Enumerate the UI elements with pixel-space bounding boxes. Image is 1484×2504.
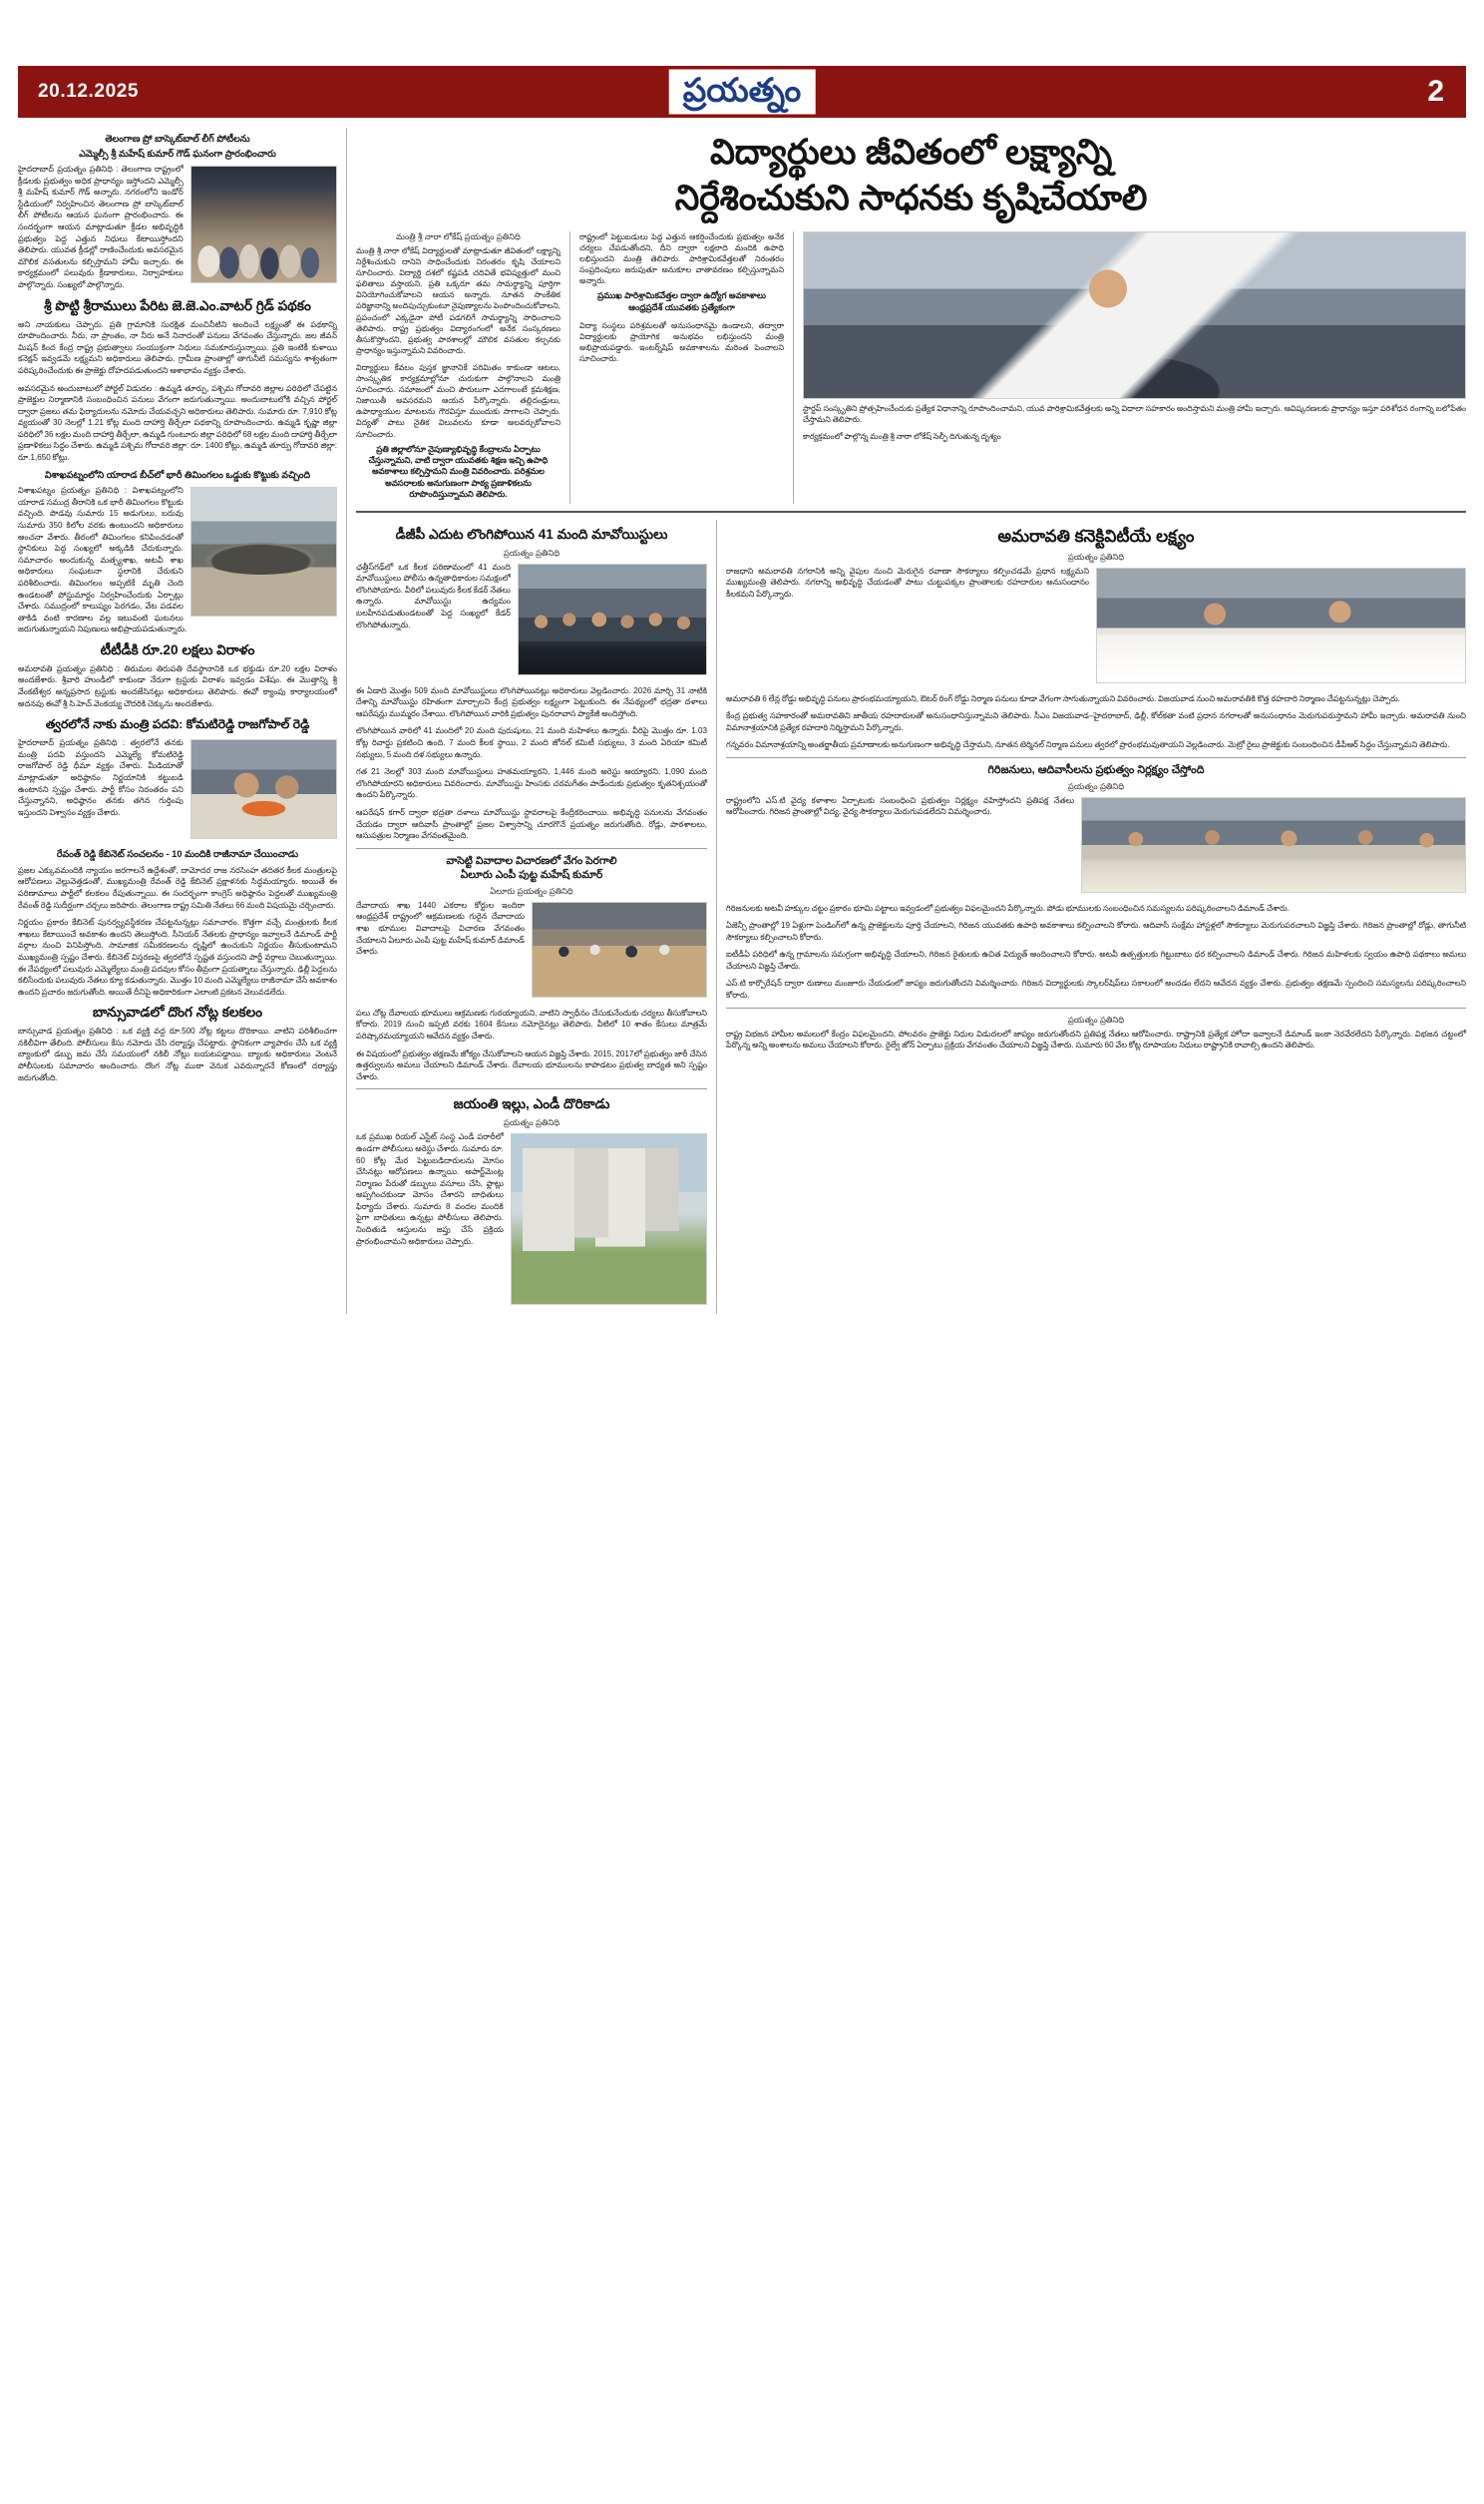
story-basketball-league: [18, 133, 337, 291]
story-md-arrest: [356, 1095, 707, 1309]
story-minister-post: [18, 715, 337, 843]
headline: త్వరలోనే నాకు మంత్రి పదవి: కోమటిరెడ్డి రాజగోపాల్ రెడ్డి: [45, 717, 310, 732]
top-region: [18, 128, 1466, 1314]
story-bifurcation-promises: [726, 1015, 1466, 1051]
story-fake-notes: [18, 1004, 337, 1083]
page-number: 2: [1427, 75, 1444, 108]
story-cabinet-reshuffle: [18, 848, 337, 998]
photo-apartment-towers: [511, 1133, 707, 1305]
dateline: ప్రయత్నం ప్రతినిధి: [503, 1117, 560, 1128]
story-body: ఒక ప్రముఖ రియల్ ఎస్టేట్ సంస్థ ఎండీ పరారీలో ఉండగా పోలీసులు అరెస్టు చేశారు. సుమారు రూ. 60 కోట్ల మేర పెట్టుబడిదారులను మోసం చేసినట్లు ఆరోపణలు ఉన్నాయి. అపార్ట్‌మెంట్ల నిర్మాణం పేరుతో డబ్బులు వసూలు చేసి, ఫ్లాట్లు అప్పగించకుండా మోసం చేశారని బాధితులు ఫిర్యాదు చేశారు. సుమారు 8 వందల మందికి పైగా బాధితులు ఉన్నట్లు పోలీసులు తెలిపారు. నిందితుడి ఆస్తులను జప్తు చేసే ప్రక్రియ ప్రారంభించామని అధికారులు చెప్పారు.: [356, 1132, 504, 1246]
story-body-4: గత 21 నెలల్లో 303 మంది మావోయిస్టులు హతమయ్యారని, 1,446 మంది అరెస్టు అయ్యారని, 1,090 మంది లొంగిపోయారని అధికారులు వివరించారు. మావోయిస్టు హింసకు చరమగీతం పాడేందుకు ప్రభుత్వం కృతనిశ్చయంతో ఉందని పేర్కొన్నారు.: [356, 767, 707, 800]
newspaper-page: [0, 66, 1484, 2504]
masthead-bar: [18, 66, 1466, 118]
column-divider: [346, 128, 347, 1314]
headline: జయంతి ఇల్లు, ఎండీ దొరికాడు: [453, 1096, 610, 1112]
newspaper-logo: ప్రయత్నం: [669, 70, 816, 115]
lead-headline-line2: నిర్దేశించుకుని సాధనకు కృషిచేయాలి: [674, 179, 1148, 217]
story-body-3: కేంద్ర ప్రభుత్వ సహకారంతో అమరావతిని జాతీయ రహదారులతో అనుసంధానిస్తున్నామని తెలిపారు. సీఎం విజయవాడ–హైదరాబాద్, ఢిల్లీ, కోల్‌కతా వంటి ప్రధాన నగరాలతో అనుసంధానం మెరుగుపరుస్తామని హామీ ఇచ్చారు. అమరావతి నుంచి విమానాశ్రయానికి ప్రత్యేక రహదారి నిర్మిస్తామని పేర్కొన్నారు.: [726, 711, 1466, 732]
story-body-2: గిరిజనులకు అటవీ హక్కుల చట్టం ప్రకారం భూమి పట్టాలు ఇవ్వడంలో ప్రభుత్వం విఫలమైందని పేర్కొన్నారు. పోడు భూములకు సంబంధించిన సమస్యలను పరిష్కరించాలని డిమాండ్ చేశారు.: [726, 903, 1290, 913]
story-body-1: దేవాదాయ శాఖ 1440 ఎకరాల కోర్టుల ఇందిరా ఆంధ్రప్రదేశ్ రాష్ట్రంలో ఆక్రమణలకు గురైన దేవాదాయ శాఖ భూముల వివాదాలపై విచారణ వేగవంతం చేయాలని ఏలూరు ఎంపీ పుట్ట మహేష్ కుమార్ డిమాండ్ చేశారు.: [356, 900, 525, 957]
story-body-2: అమరావతి 6 లేన్ల రోడ్డు అభివృద్ధి పనులు ప్రారంభమయ్యాయని, ఔటర్ రింగ్ రోడ్డు నిర్మాణ పనులు కూడా వేగంగా సాగుతున్నాయని వివరించారు. విజయవాడ నుంచి అమరావతికి కొత్త రహదారి నిర్మాణం చేపట్టనున్నట్లు చెప్పారు.: [726, 693, 1401, 703]
dateline: ప్రయత్నం ప్రతినిధి: [1067, 1014, 1125, 1025]
lead-photo-caption: కార్యక్రమంలో పాల్గొన్న మంత్రి శ్రీ నారా లోకేష్ సెల్ఫీ దిగుతున్న దృశ్యం: [803, 432, 1001, 442]
headline: విశాఖపట్నంలోని యారాడ బీచ్‌లో భారీ తిమింగలం ఒడ్డుకు కొట్టుకు వచ్చింది: [44, 468, 311, 480]
headline-line1: వాసెట్టి వివాదాల విచారణలో వేగం పెరగాలి: [446, 854, 617, 867]
column-divider: [716, 520, 717, 1315]
lead-body-6: స్టార్టప్ సంస్కృతిని ప్రోత్సహించేందుకు ప్రత్యేక విధానాన్ని రూపొందించామని, యువ పారిశ్రామికవేత్తలకు అన్ని విధాలా సహకారం అందిస్తామని మంత్రి హామీ ఇచ్చారు. ఆవిష్కరణలకు ప్రాధాన్యం ఇస్తూ పరిశోధన రంగాన్ని బలోపేతం చేస్తామని తెలిపారు.: [803, 404, 1466, 425]
story-body-3: ఏజెన్సీ ప్రాంతాల్లో 19 ఏళ్లుగా పెండింగ్‌లో ఉన్న ప్రాజెక్టులను పూర్తి చేయాలని, గిరిజన యువతకు ఉపాధి అవకాశాలు కల్పించాలని కోరారు. ఆదివాసీ సంక్షేమ హాస్టళ్లలో సౌకర్యాలు మెరుగుపరచాలని విజ్ఞప్తి చేశారు. గిరిజన ప్రాంతాల్లో రోడ్లు, తాగునీటి సౌకర్యాలు కల్పించాలని కోరారు.: [726, 921, 1466, 942]
story-body: రాష్ట్ర విభజన హామీల అమలులో కేంద్రం విఫలమైందని, పోలవరం ప్రాజెక్టు నిధుల విడుదలలో జాప్యం జరుగుతోందని ప్రతిపక్ష నేతలు ఆరోపించారు. రాష్ట్రానికి ప్రత్యేక హోదా ఇవ్వాలనే డిమాండ్ ఇంకా నెరవేరలేదని పేర్కొన్నారు. విభజన చట్టంలో పేర్కొన్న అన్ని అంశాలను అమలు చేయాలని కోరారు. రైల్వే జోన్ ఏర్పాటు ప్రక్రియ వేగవంతం చేయాలని విజ్ఞప్తి చేశారు. సుమారు 60 వేల కోట్ల రూపాయల నిధులు రాష్ట్రానికి రావాల్సి ఉందని తెలిపారు.: [726, 1029, 1466, 1050]
headline: డీజీపీ ఎదుట లొంగిపోయిన 41 మంది మావోయిస్టులు: [395, 526, 668, 542]
story-body: హైదరాబాద్ ప్రయత్నం ప్రతినిధి : త్వరలోనే తనకు మంత్రి పదవి వస్తుందని ఎమ్మెల్యే కోమటిరెడ్డి రాజగోపాల్ రెడ్డి ధీమా వ్యక్తం చేశారు. మీడియాతో మాట్లాడుతూ అధిష్ఠానం నిర్ణయానికి కట్టుబడి ఉంటానని స్పష్టం చేశారు. పార్టీ కోసం నిరంతరం పని చేస్తున్నానని, అధిష్ఠానం తనకు తగిన గుర్తింపు ఇస్తుందని విశ్వాసం వ్యక్తం చేశారు.: [18, 738, 184, 817]
story-body-4: గన్నవరం విమానాశ్రయాన్ని అంతర్జాతీయ ప్రమాణాలకు అనుగుణంగా అభివృద్ధి చేస్తామని, నూతన టెర్మినల్ నిర్మాణ పనులు త్వరలో ప్రారంభమవుతాయని వెల్లడించారు. మెట్రో రైలు ప్రాజెక్టుకు సంబంధించిన డీపీఆర్ సిద్ధం చేస్తున్నామని తెలిపారు.: [726, 740, 1450, 750]
lead-story: [356, 130, 1466, 504]
lead-inline-subhead: ప్రతి జిల్లాలోనూ నైపుణ్యాభివృద్ధి కేంద్రాలను ఏర్పాటు చేస్తున్నామని, వాటి ద్వారా యువతకు శిక్షణ ఇచ్చి ఉపాధి అవకాశాలు కల్పిస్తామని మంత్రి వివరించారు. పరిశ్రమల అవసరాలకు అనుగుణంగా పాఠ్య ప్రణాళికలను రూపొందిస్తున్నామని తెలిపారు.: [368, 443, 549, 500]
story-divider: [356, 1088, 707, 1089]
photo-tribal-meeting: [1081, 797, 1466, 893]
story-body-1: రాష్ట్రంలోని ఎస్.టి వైద్య కళాశాల ఏర్పాటుకు సంబంధించి ప్రభుత్వం నిర్లక్ష్యం వహిస్తోందని ప్రతిపక్ష నేతలు ఆరోపించారు. గిరిజన ప్రాంతాల్లో విద్య, వైద్య సౌకర్యాలు మెరుగుపడలేదని విమర్శించారు.: [726, 795, 1075, 817]
photo-yarada-beach: [190, 487, 337, 617]
headline: అమరావతి కనెక్టివిటీయే లక్ష్యం: [997, 526, 1195, 546]
lead-subhead: ప్రముఖ పారిశ్రామికవేత్తల ద్వారా ఉద్యోగ అవకాశాలు ఆంధ్రప్రదేశ్ యువతకు ప్రత్యేకంగా: [597, 290, 766, 313]
story-ttd-donation: [18, 641, 337, 709]
publication-date: 20.12.2025: [38, 81, 140, 102]
column-divider: [793, 231, 794, 504]
story-body-4: ఐటీడీఏ పరిధిలో ఉన్న గ్రామాలను సమగ్రంగా అభివృద్ధి చేయాలని, గిరిజన రైతులకు ఉచిత విద్యుత్ అందించాలని కోరారు. అటవీ ఉత్పత్తులకు గిట్టుబాటు ధర కల్పించాలని డిమాండ్ చేశారు. గిరిజన మహిళలకు స్వయం ఉపాధి పథకాలు అమలు చేయాలని విజ్ఞప్తి చేశారు.: [726, 950, 1466, 971]
headline-line2: ఏలూరు ఎంపీ పుట్ట మహేష్ కుమార్: [460, 869, 603, 882]
story-maoists-surrender: [356, 526, 707, 842]
story-body-2: నిర్ణయం ప్రకారం కేబినెట్ పునర్వ్యవస్థీకరణ చేపట్టనున్నట్లు సమాచారం. కొత్తగా వచ్చే మంత్రులకు కీలక శాఖలు కేటాయించే అవకాశం ఉందని తెలుస్తోంది. సీనియర్ నేతలకు ప్రాధాన్యం ఇవ్వాలనే డిమాండ్ పార్టీ వర్గాల నుంచి వినిపిస్తోంది. సామాజిక సమీకరణలను దృష్టిలో ఉంచుకుని నిర్ణయం తీసుకుంటామని ముఖ్యమంత్రి స్పష్టం చేశారు. కేబినెట్ విస్తరణపై త్వరలోనే స్పష్టత వస్తుందని పార్టీ వర్గాలు చెబుతున్నాయి. ఈ నేపథ్యంలో పలువురు ఎమ్మెల్యేలు మంత్రి పదవుల కోసం తీవ్రంగా ప్రయత్నాలు చేస్తున్నారు. ఢిల్లీ పెద్దలను కలిసేందుకు పలువురు నేతలు క్యూ కడుతున్నారు. మొత్తం 10 మంది ఎమ్మెల్యేలు రాజీనామా చేసే అవకాశం ఉందని ప్రచారం జరుగుతోంది. అయితే దీనిపై అధికారికంగా ఎలాంటి ప్రకటన వెలువడలేదు.: [18, 918, 337, 997]
photo-basketball-league: [190, 166, 337, 283]
story-body-2: ఈ ఏడాది మొత్తం 509 మంది మావోయిస్టులు లొంగిపోయినట్లు అధికారులు వెల్లడించారు. 2026 మార్చి 31 నాటికి దేశాన్ని మావోయిస్టు రహితంగా మార్చాలని కేంద్ర ప్రభుత్వం లక్ష్యంగా పెట్టుకుంది. ఈ నేపథ్యంలో భద్రతా దళాలు ఆపరేషన్లు ముమ్మరం చేశాయి. లొంగిపోయిన వారికి ప్రభుత్వం పునరావాస ప్యాకేజీ అందిస్తోంది.: [356, 685, 707, 718]
section-divider: [356, 511, 1466, 513]
photo-mp-visit: [532, 902, 707, 998]
left-column: [18, 128, 337, 1314]
photo-minister-selfie: [803, 231, 1466, 399]
story-body-2: పలు చోట్ల దేవాలయ భూములు ఆక్రమణకు గురయ్యాయని, వాటిని స్వాధీనం చేసుకునేందుకు చర్యలు తీసుకోవాలని కోరారు. 2019 నుంచి ఇప్పటి వరకు 1604 కేసులు నమోదైనట్లు తెలిపారు. వీటిలో 10 శాతం కేసులు మాత్రమే పరిష్కారమయ్యాయని ఆవేదన వ్యక్తం చేశారు.: [356, 1008, 707, 1041]
photo-cm-handshake: [1096, 568, 1466, 683]
lead-body-2: విద్యార్థులు కేవలం పుస్తక జ్ఞానానికే పరిమితం కాకుండా ఆటలు, సాంస్కృతిక కార్యక్రమాల్లోనూ చురుకుగా పాల్గొనాలని మంత్రి సూచించారు. సమాజంలో మంచి పౌరులుగా ఎదగాలంటే క్రమశిక్షణ, నిజాయితీ అవసరమని ఆయన పేర్కొన్నారు. తల్లిదండ్రులు, ఉపాధ్యాయుల మాటలను గౌరవిస్తూ ముందుకు సాగాలని చెప్పారు. విద్యతో పాటు నైతిక విలువలను కూడా అలవర్చుకోవాలని సూచించారు.: [356, 362, 560, 439]
story-divider: [726, 757, 1466, 758]
lead-body-columns: [356, 231, 1466, 504]
lead-headline-line1: విద్యార్థులు జీవితంలో లక్ష్యాన్ని: [709, 133, 1113, 172]
story-body-1: రాజధాని అమరావతి నగరానికి అన్ని వైపుల నుంచి మెరుగైన రవాణా సౌకర్యాలు కల్పించడమే ప్రధాన లక్ష్యమని ముఖ్యమంత్రి తెలిపారు. నగరాన్ని అభివృద్ధి చేయడంతో పాటు చుట్టుపక్కల ప్రాంతాలకు రహదారుల అనుసంధానం కీలకమని పేర్కొన్నారు.: [726, 566, 1089, 599]
dateline: ప్రయత్నం ప్రతినిధి: [503, 547, 560, 558]
story-body-3: ఈ విషయంలో ప్రభుత్వం తక్షణమే జోక్యం చేసుకోవాలని ఆయన విజ్ఞప్తి చేశారు. 2015, 2017లో ప్రభుత్వం జారీ చేసిన ఉత్తర్వులను అమలు చేయాలని డిమాండ్ చేశారు. దేవాలయ భూములను కాపాడటం ప్రభుత్వ బాధ్యత అని స్పష్టం చేశారు.: [356, 1048, 707, 1081]
lead-col-3: [803, 231, 1466, 504]
lead-col-1: [356, 231, 560, 504]
story-temple-lands: [356, 855, 707, 1083]
story-divider: [356, 848, 707, 849]
headline-line2: ఎమ్మెల్సీ శ్రీ మహేష్ కుమార్ గౌడ్ ఘనంగా ప్రారంభించారు: [79, 147, 276, 159]
main-region: [356, 128, 1466, 1314]
right-column: [726, 520, 1466, 1315]
photo-dgp-press-meet: [518, 564, 707, 675]
headline: గిరిజనులు, ఆదివాసీలను ప్రభుత్వం నిర్లక్ష్యం చేస్తోంది: [987, 764, 1205, 776]
dateline: ఏలూరు ప్రయత్నం ప్రతినిధి: [490, 885, 573, 896]
story-water-grid: [18, 297, 337, 464]
headline: రేవంత్ రెడ్డి కేబినెట్ సంచలనం - 10 మందికి రాజీనామా చేయించాడు: [56, 848, 299, 860]
lead-body-4: రాష్ట్రంలో పెట్టుబడులు పెద్ద ఎత్తున ఆకర్షించేందుకు ప్రభుత్వం అనేక చర్యలు చేపడుతోందని, దీని ద్వారా లక్షలాది మందికి ఉపాధి లభిస్తుందని మంత్రి తెలిపారు. పారిశ్రామికవేత్తలతో నిరంతరం సంప్రదింపులు జరుపుతూ అనుకూల వాతావరణం కల్పిస్తున్నామని అన్నారు.: [579, 232, 784, 286]
headline: బాన్సువాడలో దొంగ నోట్ల కలకలం: [92, 1005, 263, 1021]
lead-body-5: విద్యా సంస్థలు పరిశ్రమలతో అనుసంధానమై ఉండాలని, తద్వారా విద్యార్థులకు ప్రాయోగిక అనుభవం లభిస్తుందని మంత్రి అభిప్రాయపడ్డారు. ఇంటర్న్‌షిప్ అవకాశాలను మరింత పెంచాలని సూచించారు.: [579, 320, 784, 363]
headline: తెలంగాణ ప్రో బాస్కెట్‌బాల్ లీగ్ పోటీలను: [105, 133, 250, 144]
lead-dateline: మంత్రి శ్రీ నారా లోకేష్ ప్రయత్నం ప్రతినిధి: [396, 231, 521, 241]
photo-komatireddy: [190, 739, 337, 839]
middle-column: [356, 520, 707, 1315]
headline: శ్రీ పొట్టి శ్రీరాములు పేరిట జె.జె.ఎం.వాటర్ గ్రిడ్ పథకం: [44, 297, 311, 313]
story-body-5: ఎస్.టి కార్పొరేషన్ ద్వారా రుణాలు మంజూరు చేయడంలో జాప్యం జరుగుతోందని విమర్శించారు. గిరిజన విద్యార్థులకు స్కాలర్‌షిప్‌లు సకాలంలో అందడం లేదని ఆవేదన వ్యక్తం చేశారు. ప్రభుత్వం తక్షణమే స్పందించి సమస్యలను పరిష్కరించాలని కోరారు.: [726, 979, 1466, 1001]
story-tribal-welfare: [726, 764, 1466, 1002]
column-divider: [569, 231, 570, 504]
story-body-2: అవసరమైన అందుబాటులో పోర్టల్ విడుదల : ఉమ్మడి తూర్పు, పశ్చిమ గోదావరి జిల్లాల పరిధిలో చేపట్టిన ప్రాజెక్టుల నిర్మాణానికి సంబంధించిన పనులు వేగంగా జరుగుతున్నాయి. అందుబాటులోకి వచ్చిన పోర్టల్ ద్వారా ప్రజలు తమ ఫిర్యాదులను నమోదు చేయవచ్చని అధికారులు తెలిపారు. సుమారు రూ. 7,910 కోట్ల వ్యయంతో 30 నెలల్లో 1.21 కోట్ల మంది దాహార్తి తీర్చేలా పథకాన్ని రూపొందించారు. ఉమ్మడి కృష్ణా జిల్లా పరిధిలో 36 లక్షల మంది దాహార్తి తీర్చేలా, ఉమ్మడి గుంటూరు జిల్లా పరిధిలో 68 లక్షల మంది దాహార్తి తీర్చేలా ప్రణాళికలు సిద్ధం చేశారు. ఉమ్మడి పశ్చిమ గోదావరి జిల్లా: రూ. 1400 కోట్లు, ఉమ్మడి తూర్పు గోదావరి జిల్లా: రూ.1,650 కోట్లు.: [18, 383, 337, 463]
story-amaravati-connectivity: [726, 526, 1466, 751]
story-body-3: లొంగిపోయిన వారిలో 41 మందిలో 20 మంది పురుషులు, 21 మంది మహిళలు ఉన్నారు. వీరిపై మొత్తం రూ. 1.03 కోట్ల రివార్డు ప్రకటించి ఉంది. 7 మంది కీలక స్థాయి, 2 మంది జోనల్ కమిటీ సభ్యులు, 3 మంది ఏరియా కమిటీ సభ్యులు, 5 మంది దళ సభ్యులు ఉన్నారు.: [356, 726, 707, 759]
story-body: అమరావతి ప్రయత్నం ప్రతినిధి : తిరుమల తిరుపతి దేవస్థానానికి ఒక భక్తుడు రూ.20 లక్షల విరాళం అందజేశారు. శ్రీవారి హుండీలో కాకుండా నేరుగా ట్రస్టుకు విరాళం ఇవ్వడం విశేషం. ఈ మొత్తాన్ని శ్రీ వేంకటేశ్వర అన్నప్రసాద ట్రస్టుకు అందజేసినట్లు అధికారులు తెలిపారు. ఈవో క్యాంపు కార్యాలయంలో అదనపు ఈవో శ్రీ సి.హెచ్.వెంకయ్య చౌదరికి చెక్కును అందజేశారు.: [18, 663, 337, 708]
story-body-1: అని నాయకులు చెప్పారు. ప్రతి గ్రామానికి సురక్షిత మంచినీటిని అందించే లక్ష్యంతో ఈ పథకాన్ని రూపొందించారు. నీరు, నా ప్రాంతం, నా నీరు అనే నినాదంతో పనులు వేగవంతం చేస్తున్నారు. జల జీవన్ మిషన్ కింద కేంద్ర రాష్ట్ర ప్రభుత్వాలు సంయుక్తంగా నిధులు సమకూరుస్తున్నాయి. ప్రతి ఇంటికీ కుళాయి కనెక్షన్ ఇవ్వడమే లక్ష్యమని అధికారులు తెలిపారు. గ్రామీణ ప్రాంతాల్లో తాగునీటి సమస్యను శాశ్వతంగా పరిష్కరించేందుకు ఈ ప్రాజెక్టు దోహదపడుతుందని ఆశాభావం వ్యక్తం చేశారు.: [18, 319, 337, 375]
story-body-1: ఛత్తీస్‌గఢ్‌లో ఒక కీలక పరిణామంలో 41 మంది మావోయిస్టులు పోలీసు ఉన్నతాధికారుల సమక్షంలో లొంగిపోయారు. వీరిలో పలువురు కీలక కేడర్ నేతలు ఉన్నారు. మావోయిస్టు ఉద్యమం బలహీనపడుతుండటంతో పెద్ద సంఖ్యలో కేడర్ లొంగిపోతున్నారు.: [356, 562, 511, 629]
dateline: ప్రయత్నం ప్రతినిధి: [1067, 551, 1125, 562]
story-body-1: ప్రజల ఎక్కువమందికి న్యాయం జరగాలనే ఉద్దేశంతో, దామోదర రాజ నరసింహ తదితర కీలక మంత్రులపై ఆరోపణలు వెల్లువెత్తడంతో, ముఖ్యమంత్రి రేవంత్ రెడ్డి కేబినెట్ ప్రక్షాళనకు సిద్ధమయ్యారు. అయితే ఈ పరిణామాలు పార్టీలో కలకలం రేపుతున్నాయి. ఈ సందర్భంగా కాంగ్రెస్ అధిష్ఠానం పెద్దలతో ముఖ్యమంత్రి రేవంత్ రెడ్డి సుదీర్ఘంగా చర్చలు జరిపారు. తెలంగాణ రాష్ట్ర సమితి నేతలు 66 మంది విషయమై చర్చించారు.: [18, 865, 337, 910]
story-body: హైదరాబాద్ ప్రయత్నం ప్రతినిధి : తెలంగాణ రాష్ట్రంలో క్రీడలకు ప్రభుత్వం అధిక ప్రాధాన్యం ఇస్తోందని ఎమ్మెల్సీ శ్రీ మహేష్ కుమార్ గౌడ్ అన్నారు. నగరంలోని ఇండోర్ స్టేడియంలో నిర్వహించిన తెలంగాణ ప్రో బాస్కెట్‌బాల్ లీగ్ పోటీలను ఆయన ఘనంగా ప్రారంభించారు. ఈ సందర్భంగా ఆయన మాట్లాడుతూ క్రీడల అభివృద్ధికి ప్రభుత్వం పెద్ద ఎత్తున నిధులు కేటాయిస్తోందని తెలిపారు. యువత క్రీడల్లో రాణించేందుకు అవసరమైన మౌలిక వసతులను కల్పిస్తామని హామీ ఇచ్చారు. ఈ కార్యక్రమంలో పలువురు క్రీడాకారులు, నిర్వాహకులు పాల్గొన్నారు. సంఖ్యలో పాల్గొన్నారు.: [18, 165, 184, 289]
story-body: బాన్సువాడ ప్రయత్నం ప్రతినిధి : ఒక వ్యక్తి వద్ద రూ.500 నోట్ల కట్టలు దొరికాయి. వాటిని పరిశీలించగా నకిలీవిగా తేలింది. పోలీసులు కేసు నమోదు చేసి దర్యాప్తు చేపట్టారు. స్థానికంగా వ్యాపారం చేసే ఒక వ్యక్తి బ్యాంకులో డబ్బు జమ చేసే సమయంలో నకిలీ నోట్లు బయటపడ్డాయి. బ్యాంకు అధికారులు వెంటనే పోలీసులకు సమాచారం అందించారు. దొంగ నోట్ల ముఠా వెనుక ఎవరున్నారనే కోణంలో దర్యాప్తు జరుగుతోంది.: [18, 1027, 337, 1082]
story-whale-beach: [18, 469, 337, 635]
headline: టీటీడీకి రూ.20 లక్షలు విరాళం: [100, 641, 255, 657]
dateline: ప్రయత్నం ప్రతినిధి: [1067, 780, 1125, 791]
lower-region: [356, 520, 1466, 1315]
story-body-5: ఆపరేషన్ కగార్ ద్వారా భద్రతా దళాలు మావోయిస్టు స్థావరాలపై కేంద్రీకరించాయి. అభివృద్ధి పనులను వేగవంతం చేయడం ద్వారా ఆదివాసీ ప్రాంతాల్లో ప్రజల విశ్వాసాన్ని చూరగొనే ప్రయత్నం జరుగుతోంది. రోడ్లు, పాఠశాలలు, ఆసుపత్రుల నిర్మాణం వేగవంతమైంది.: [356, 807, 707, 841]
story-divider: [726, 1008, 1466, 1009]
story-body: విశాఖపట్నం ప్రయత్నం ప్రతినిధి : విశాఖపట్నంలోని యారాడ సముద్ర తీరానికి ఒక భారీ తిమింగలం కొట్టుకు వచ్చింది. పొడవు సుమారు 15 అడుగులు, బరువు సుమారు 350 కిలోల వరకు ఉంటుందని అధికారులు అంచనా వేశారు. తీరంలో తిమింగలం కనిపించడంతో స్థానికులు పెద్ద సంఖ్యలో అక్కడికి చేరుకున్నారు. సమాచారం అందుకున్న మత్స్యశాఖ, అటవీ శాఖ అధికారులు సంఘటనా స్థలానికి చేరుకుని పరిశీలించారు. తిమింగలం అప్పటికే మృతి చెంది ఉండటంతో పోస్టుమార్టం నిర్వహించేందుకు ఏర్పాట్లు చేశారు. సముద్రంలో కాలుష్యం పెరగడం, వేట పడవల తాకిడి వంటి కారణాల వల్ల ఇటువంటి ఘటనలు జరుగుతున్నాయని నిపుణులు అభిప్రాయపడుతున్నారు.: [18, 486, 187, 634]
lead-col-2: [579, 231, 784, 504]
lead-body-1: మంత్రి శ్రీ నారా లోకేష్ విద్యార్థులతో మాట్లాడుతూ జీవితంలో లక్ష్యాన్ని నిర్దేశించుకుని దానిని సాధించేందుకు నిరంతరం కృషి చేయాలని సూచించారు. విద్యార్థి దశలో కష్టపడి చదివితే భవిష్యత్తులో మంచి ఫలితాలు వస్తాయని, ప్రతి ఒక్కరూ తమ సామర్థ్యాన్ని పూర్తిగా వినియోగించుకోవాలని ఆయన అన్నారు. నూతన సాంకేతిక పరిజ్ఞానాన్ని అందిపుచ్చుకుంటూ నైపుణ్యాలను పెంపొందించుకోవాలని, ప్రపంచంలో ఎక్కడైనా పోటీ పడగలిగే సామర్థ్యాన్ని సాధించాలని తెలిపారు. రాష్ట్ర ప్రభుత్వం విద్యారంగంలో అనేక సంస్కరణలు తీసుకొస్తోందని, ప్రభుత్వ పాఠశాలల్లో మౌలిక వసతుల కల్పనకు ప్రాధాన్యం ఇస్తున్నామని వివరించారు.: [356, 246, 560, 355]
